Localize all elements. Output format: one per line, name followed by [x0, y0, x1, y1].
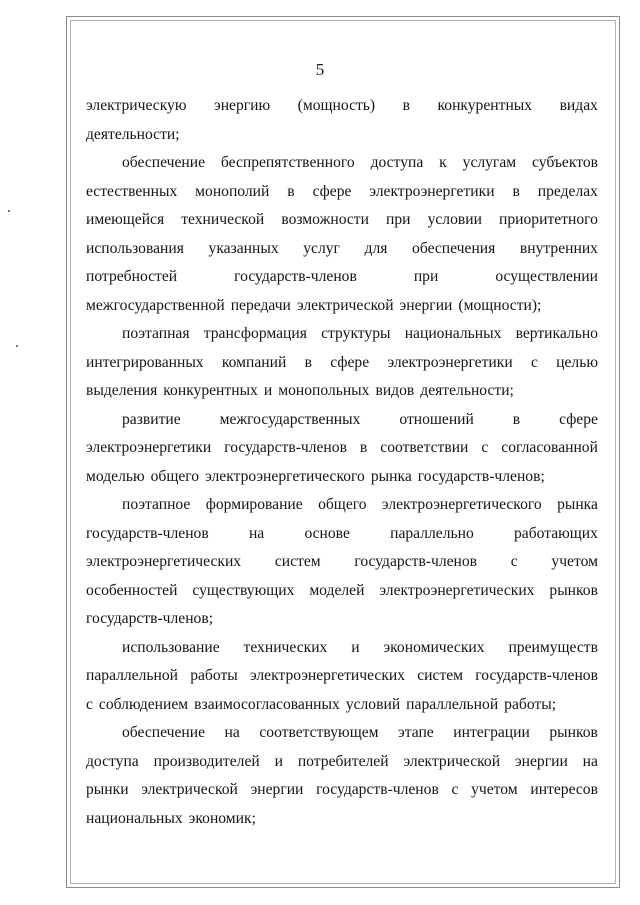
word: потребителей	[297, 752, 389, 770]
word: обеспечение	[122, 724, 206, 741]
word: государств-членов	[316, 781, 439, 798]
text-line	[86, 149, 598, 178]
word: услугам	[462, 154, 517, 171]
word: энергии	[399, 296, 453, 314]
text-line	[86, 92, 598, 121]
word: и	[263, 382, 273, 399]
word: трансформация	[203, 325, 307, 342]
word: интегрированных	[86, 353, 204, 371]
word: использование	[122, 638, 220, 656]
word: вертикально	[515, 325, 598, 342]
word: национальных	[404, 325, 502, 342]
word: целью	[556, 353, 598, 371]
word: государств-членов	[475, 667, 598, 684]
word: соблюдением	[98, 695, 189, 713]
word: взаимосогласованных	[194, 695, 340, 713]
scan-speck	[16, 345, 18, 347]
word: электроэнергетического	[205, 467, 365, 485]
word: отношений	[399, 410, 474, 428]
word: видах	[559, 97, 598, 114]
paragraph	[86, 491, 598, 634]
word: монопольных	[278, 382, 370, 399]
text-line	[86, 406, 598, 435]
word: видов	[375, 382, 415, 399]
word: учетом	[551, 553, 598, 570]
word: электроэнергетических	[249, 667, 406, 684]
word: конкурентных	[437, 97, 533, 114]
word: компаний	[221, 353, 287, 371]
word: электрическую	[86, 97, 187, 114]
word: параллельной	[86, 667, 178, 684]
word: к	[439, 154, 447, 171]
text-line	[86, 178, 598, 207]
word: деятельности;	[420, 382, 514, 399]
word: в	[304, 353, 313, 371]
word: потребностей	[86, 268, 178, 285]
text-line	[86, 121, 598, 150]
text-line	[86, 206, 598, 235]
page-number: 5	[315, 60, 325, 79]
word: на	[248, 524, 265, 542]
word: работы	[190, 667, 238, 684]
word: (мощность)	[297, 97, 376, 114]
word: развитие	[122, 410, 181, 428]
word: при	[413, 268, 439, 285]
word: электрической	[403, 752, 501, 770]
word: государств-членов;	[417, 467, 545, 485]
word: энергию	[214, 97, 271, 114]
text-line	[86, 691, 598, 720]
word: интересов	[530, 781, 598, 798]
word: общего	[318, 496, 367, 513]
word: электрической	[296, 296, 394, 314]
word: услуг	[303, 239, 340, 257]
word: формирование	[205, 496, 303, 513]
word: в	[402, 97, 410, 114]
word: с	[510, 553, 518, 570]
word: энергии	[514, 752, 568, 770]
word: рынка	[370, 467, 412, 485]
text-line	[86, 292, 598, 321]
word: преимуществ	[508, 638, 598, 656]
word: государств-членов;	[86, 610, 214, 627]
paragraph	[86, 320, 598, 406]
word: моделей	[309, 581, 365, 599]
word: межгосударственных	[219, 410, 361, 428]
word: на	[224, 724, 240, 741]
word: указанных	[208, 239, 279, 257]
word: технической	[181, 211, 265, 228]
text-line	[86, 662, 598, 691]
paragraph	[86, 406, 598, 492]
word: доступа	[86, 752, 139, 770]
word: в	[512, 182, 520, 200]
word: поэтапная	[122, 325, 190, 342]
word: рынка	[557, 496, 598, 513]
word: работающих	[513, 524, 598, 542]
word: электрической	[141, 781, 238, 798]
word: рынков	[549, 724, 598, 741]
paragraph	[86, 92, 598, 149]
word: обеспечения	[412, 239, 496, 257]
word: в	[287, 182, 295, 200]
word: выделения	[86, 382, 158, 399]
word: обеспечение	[122, 154, 206, 171]
word: соответствующем	[259, 724, 379, 741]
word: передачи	[230, 296, 291, 314]
text-line	[86, 719, 598, 748]
text-line	[86, 320, 598, 349]
text-line	[86, 349, 598, 378]
word: монополий	[195, 182, 270, 200]
word: параллельно	[390, 524, 474, 542]
word: с	[451, 781, 459, 798]
word: общего	[150, 467, 200, 485]
text-line	[86, 805, 598, 834]
word: моделью	[86, 467, 145, 485]
word: особенностей	[86, 581, 178, 599]
word: соответствии	[380, 439, 469, 456]
paragraph	[86, 719, 598, 833]
word: электроэнергетических	[86, 553, 242, 570]
word: сфере	[559, 410, 598, 428]
word: государств-членов	[224, 439, 347, 456]
text-line	[86, 634, 598, 663]
word: использования	[86, 239, 184, 257]
word: сфере	[330, 353, 370, 371]
text-line	[86, 776, 598, 805]
word: имеющейся	[86, 211, 165, 228]
word: на	[582, 752, 598, 770]
text-line	[86, 605, 598, 634]
word: этапе	[398, 724, 434, 741]
word: электроэнергетического	[381, 496, 542, 513]
word: государств-членов	[86, 524, 209, 542]
text-line	[86, 548, 598, 577]
word: доступа	[370, 154, 424, 171]
word: конкурентных	[163, 382, 258, 399]
word: систем	[274, 553, 321, 570]
document-body	[86, 92, 598, 833]
word: интеграции	[453, 724, 530, 741]
text-line	[86, 748, 598, 777]
word: государств-членов	[354, 553, 478, 570]
paragraph	[86, 634, 598, 720]
word: межгосударственной	[86, 296, 225, 314]
word: возможности	[281, 211, 369, 228]
text-line	[86, 463, 598, 492]
word: учетом	[471, 781, 518, 798]
word: с	[530, 353, 538, 371]
text-line	[86, 491, 598, 520]
word: и	[351, 638, 360, 656]
word: беспрепятственного	[220, 154, 355, 171]
word: в	[512, 410, 521, 428]
paragraph	[86, 149, 598, 320]
word: деятельности;	[86, 125, 180, 143]
word: с	[86, 695, 93, 713]
scan-speck	[8, 210, 10, 212]
word: электроэнергетики	[387, 353, 513, 371]
word: электроэнергетики	[86, 439, 212, 456]
text-line	[86, 263, 598, 292]
word: при	[386, 211, 411, 228]
word: и	[274, 752, 283, 770]
word: (мощности);	[458, 296, 542, 314]
word: условий	[345, 695, 401, 713]
word: производителей	[153, 752, 260, 770]
word: условии	[427, 211, 482, 228]
text-line	[86, 520, 598, 549]
word: согласованной	[501, 439, 598, 456]
text-line	[86, 434, 598, 463]
word: энергии	[250, 781, 304, 798]
word: для	[364, 239, 388, 257]
text-line	[86, 577, 598, 606]
word: в	[359, 439, 368, 456]
word: рынки	[86, 781, 129, 798]
word: существующих	[192, 581, 295, 599]
word: электроэнергетических	[379, 581, 535, 599]
word: рынков	[549, 581, 598, 599]
word: субъектов	[532, 154, 598, 171]
word: сфере	[312, 182, 352, 200]
text-line	[86, 235, 598, 264]
word: технических	[243, 638, 328, 656]
word: государств-членов	[234, 268, 357, 285]
word: структуры	[321, 325, 391, 342]
word: с	[481, 439, 489, 456]
word: поэтапное	[122, 496, 191, 513]
text-line	[86, 377, 598, 406]
word: электроэнергетики	[369, 182, 495, 200]
word: осуществлении	[495, 268, 598, 285]
word: систем	[417, 667, 464, 684]
word: приоритетного	[499, 211, 598, 228]
word: экономических	[383, 638, 485, 656]
word: национальных	[86, 809, 183, 827]
word: параллельной	[406, 695, 499, 713]
word: работы;	[504, 695, 557, 713]
word: естественных	[86, 182, 178, 200]
word: внутренних	[519, 239, 598, 257]
word: пределах	[537, 182, 598, 200]
word: основе	[304, 524, 350, 542]
word: экономик;	[188, 809, 256, 827]
